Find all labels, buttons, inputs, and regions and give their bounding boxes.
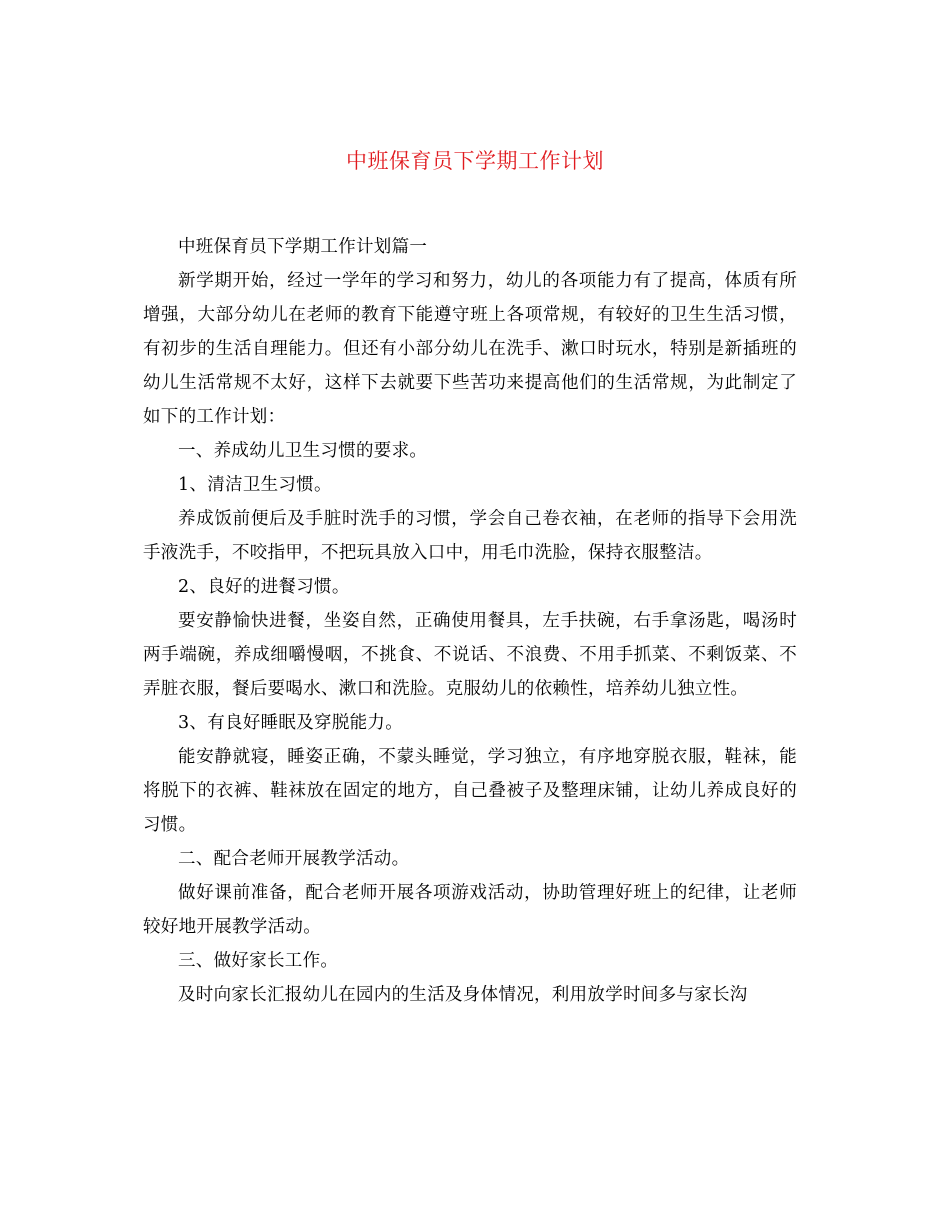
paragraph-heading-1: 一、养成幼儿卫生习惯的要求。	[178, 441, 428, 461]
paragraph-heading-2: 二、配合老师开展教学活动。	[178, 849, 410, 869]
paragraph-subheading-1: 1、清洁卫生习惯。	[178, 475, 332, 495]
paragraph-subheading-3: 3、有良好睡眠及穿脱能力。	[178, 713, 404, 733]
paragraph-subheading-2: 2、良好的进餐习惯。	[178, 577, 350, 597]
paragraph-heading-3: 三、做好家长工作。	[178, 951, 339, 971]
paragraph-sleep: 能安静就寝，睡姿正确，不蒙头睡觉，学习独立，有序地穿脱衣服，鞋袜，能将脱下的衣裤、鞋袜放在固定的地方，自己叠被子及整理床铺，让幼儿养成良好的习惯。	[143, 747, 797, 835]
document-title: 中班保育员下学期工作计划	[346, 149, 604, 173]
paragraph-section-heading: 中班保育员下学期工作计划篇一	[178, 237, 428, 257]
paragraph-parents: 及时向家长汇报幼儿在园内的生活及身体情况，利用放学时间多与家长沟	[178, 985, 748, 1005]
paragraph-teaching: 做好课前准备，配合老师开展各项游戏活动，协助管理好班上的纪律，让老师较好地开展教学活动。	[143, 883, 797, 937]
document-body	[143, 230, 797, 1012]
paragraph-intro: 新学期开始，经过一学年的学习和努力，幼儿的各项能力有了提高，体质有所增强，大部分幼儿在老师的教育下能遵守班上各项常规，有较好的卫生生活习惯，有初步的生活自理能力。但还有小部分幼儿在洗手、漱口时玩水，特别是新插班的幼儿生活常规不太好，这样下去就要下些苦功来提高他们的生活常规，为此制定了如下的工作计划：	[143, 271, 797, 427]
paragraph-hygiene: 养成饭前便后及手脏时洗手的习惯，学会自己卷衣袖，在老师的指导下会用洗手液洗手，不咬指甲，不把玩具放入口中，用毛巾洗脸，保持衣服整洁。	[143, 509, 797, 563]
paragraph-dining: 要安静愉快进餐，坐姿自然，正确使用餐具，左手扶碗，右手拿汤匙，喝汤时两手端碗，养成细嚼慢咽，不挑食、不说话、不浪费、不用手抓菜、不剩饭菜、不弄脏衣服，餐后要喝水、漱口和洗脸。克服幼儿的依赖性，培养幼儿独立性。	[143, 611, 797, 699]
